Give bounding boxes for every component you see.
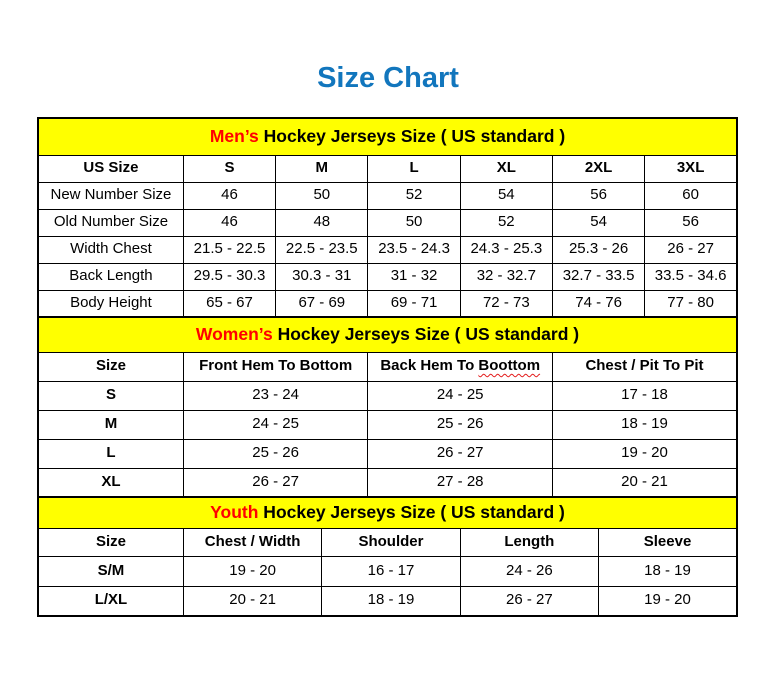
- row-label: Body Height: [38, 290, 183, 317]
- size-value-cell: 24 - 25: [368, 381, 553, 410]
- size-value-cell: 22.5 - 23.5: [276, 236, 368, 263]
- size-value-cell: 24.3 - 25.3: [460, 236, 552, 263]
- row-label: New Number Size: [38, 182, 183, 209]
- header-row: [38, 155, 737, 182]
- size-value-cell: 25.3 - 26: [552, 236, 644, 263]
- row-label: Old Number Size: [38, 209, 183, 236]
- size-tables-container: [37, 117, 738, 617]
- column-header: XL: [460, 155, 552, 182]
- size-value-cell: 23.5 - 24.3: [368, 236, 460, 263]
- size-value-cell: 31 - 32: [368, 263, 460, 290]
- table-row: [38, 236, 737, 263]
- size-value-cell: 32.7 - 33.5: [552, 263, 644, 290]
- column-header: 3XL: [645, 155, 737, 182]
- section-band-womens: [38, 317, 737, 352]
- size-value-cell: 26 - 27: [645, 236, 737, 263]
- size-value-cell: 17 - 18: [552, 381, 737, 410]
- section-band-youth: [38, 497, 737, 528]
- column-header: Size: [38, 352, 183, 381]
- table-row: [38, 381, 737, 410]
- size-value-cell: 16 - 17: [322, 556, 460, 586]
- size-value-cell: 19 - 20: [552, 439, 737, 468]
- size-value-cell: 18 - 19: [322, 586, 460, 616]
- size-value-cell: 77 - 80: [645, 290, 737, 317]
- header-row: [38, 528, 737, 556]
- section-title-highlight: Youth: [210, 501, 259, 522]
- size-value-cell: 69 - 71: [368, 290, 460, 317]
- size-value-cell: 33.5 - 34.6: [645, 263, 737, 290]
- size-table-youth: [37, 496, 738, 617]
- size-value-cell: 24 - 25: [183, 410, 368, 439]
- size-value-cell: 30.3 - 31: [276, 263, 368, 290]
- section-title-rest: Hockey Jerseys Size ( US standard ): [272, 323, 580, 344]
- size-value-cell: 25 - 26: [183, 439, 368, 468]
- row-label: M: [38, 410, 183, 439]
- row-label: Back Length: [38, 263, 183, 290]
- column-header: Back Hem To Boottom: [368, 352, 553, 381]
- table-row: [38, 209, 737, 236]
- size-value-cell: 24 - 26: [460, 556, 598, 586]
- size-value-cell: 46: [183, 182, 275, 209]
- column-header: Size: [38, 528, 183, 556]
- size-value-cell: 26 - 27: [183, 468, 368, 497]
- size-value-cell: 56: [552, 182, 644, 209]
- size-value-cell: 18 - 19: [599, 556, 737, 586]
- size-value-cell: 26 - 27: [460, 586, 598, 616]
- size-table-mens: [37, 117, 738, 318]
- size-value-cell: 29.5 - 30.3: [183, 263, 275, 290]
- size-value-cell: 46: [183, 209, 275, 236]
- size-value-cell: 60: [645, 182, 737, 209]
- size-table-womens: [37, 316, 738, 498]
- size-value-cell: 26 - 27: [368, 439, 553, 468]
- size-value-cell: 65 - 67: [183, 290, 275, 317]
- size-value-cell: 50: [276, 182, 368, 209]
- page-title: Size Chart: [317, 62, 459, 94]
- size-value-cell: 23 - 24: [183, 381, 368, 410]
- size-value-cell: 52: [460, 209, 552, 236]
- section-title-youth: [38, 497, 737, 528]
- column-header: 2XL: [552, 155, 644, 182]
- size-value-cell: 74 - 76: [552, 290, 644, 317]
- size-value-cell: 50: [368, 209, 460, 236]
- section-title-highlight: Men’s: [209, 125, 259, 146]
- row-label: Width Chest: [38, 236, 183, 263]
- section-title-highlight: Women’s: [195, 323, 273, 344]
- section-title-rest: Hockey Jerseys Size ( US standard ): [258, 501, 565, 522]
- column-header: Chest / Width: [183, 528, 321, 556]
- column-header: S: [183, 155, 275, 182]
- header-row: [38, 352, 737, 381]
- size-value-cell: 20 - 21: [552, 468, 737, 497]
- column-header: US Size: [38, 155, 183, 182]
- size-value-cell: 54: [460, 182, 552, 209]
- size-value-cell: 19 - 20: [183, 556, 321, 586]
- table-row: [38, 439, 737, 468]
- size-value-cell: 54: [552, 209, 644, 236]
- size-value-cell: 67 - 69: [276, 290, 368, 317]
- column-header: Shoulder: [322, 528, 460, 556]
- row-label: XL: [38, 468, 183, 497]
- row-label: L/XL: [38, 586, 183, 616]
- table-row: [38, 410, 737, 439]
- size-value-cell: 32 - 32.7: [460, 263, 552, 290]
- size-value-cell: 25 - 26: [368, 410, 553, 439]
- table-row: [38, 290, 737, 317]
- size-value-cell: 48: [276, 209, 368, 236]
- table-row: [38, 586, 737, 616]
- column-header: Length: [460, 528, 598, 556]
- misspelled-word: Boottom: [478, 357, 541, 375]
- table-row: [38, 468, 737, 497]
- column-header: Chest / Pit To Pit: [552, 352, 737, 381]
- size-value-cell: 18 - 19: [552, 410, 737, 439]
- column-header: M: [276, 155, 368, 182]
- table-row: [38, 182, 737, 209]
- size-value-cell: 21.5 - 22.5: [183, 236, 275, 263]
- size-value-cell: 19 - 20: [599, 586, 737, 616]
- size-value-cell: 20 - 21: [183, 586, 321, 616]
- table-row: [38, 556, 737, 586]
- size-value-cell: 27 - 28: [368, 468, 553, 497]
- section-title-womens: [38, 317, 737, 352]
- section-band-mens: [38, 118, 737, 155]
- column-header: Front Hem To Bottom: [183, 352, 368, 381]
- size-value-cell: 56: [645, 209, 737, 236]
- section-title-mens: [38, 118, 737, 155]
- row-label: L: [38, 439, 183, 468]
- column-header: L: [368, 155, 460, 182]
- size-value-cell: 52: [368, 182, 460, 209]
- column-header: Sleeve: [599, 528, 737, 556]
- row-label: S: [38, 381, 183, 410]
- table-row: [38, 263, 737, 290]
- row-label: S/M: [38, 556, 183, 586]
- size-value-cell: 72 - 73: [460, 290, 552, 317]
- section-title-rest: Hockey Jerseys Size ( US standard ): [258, 125, 566, 146]
